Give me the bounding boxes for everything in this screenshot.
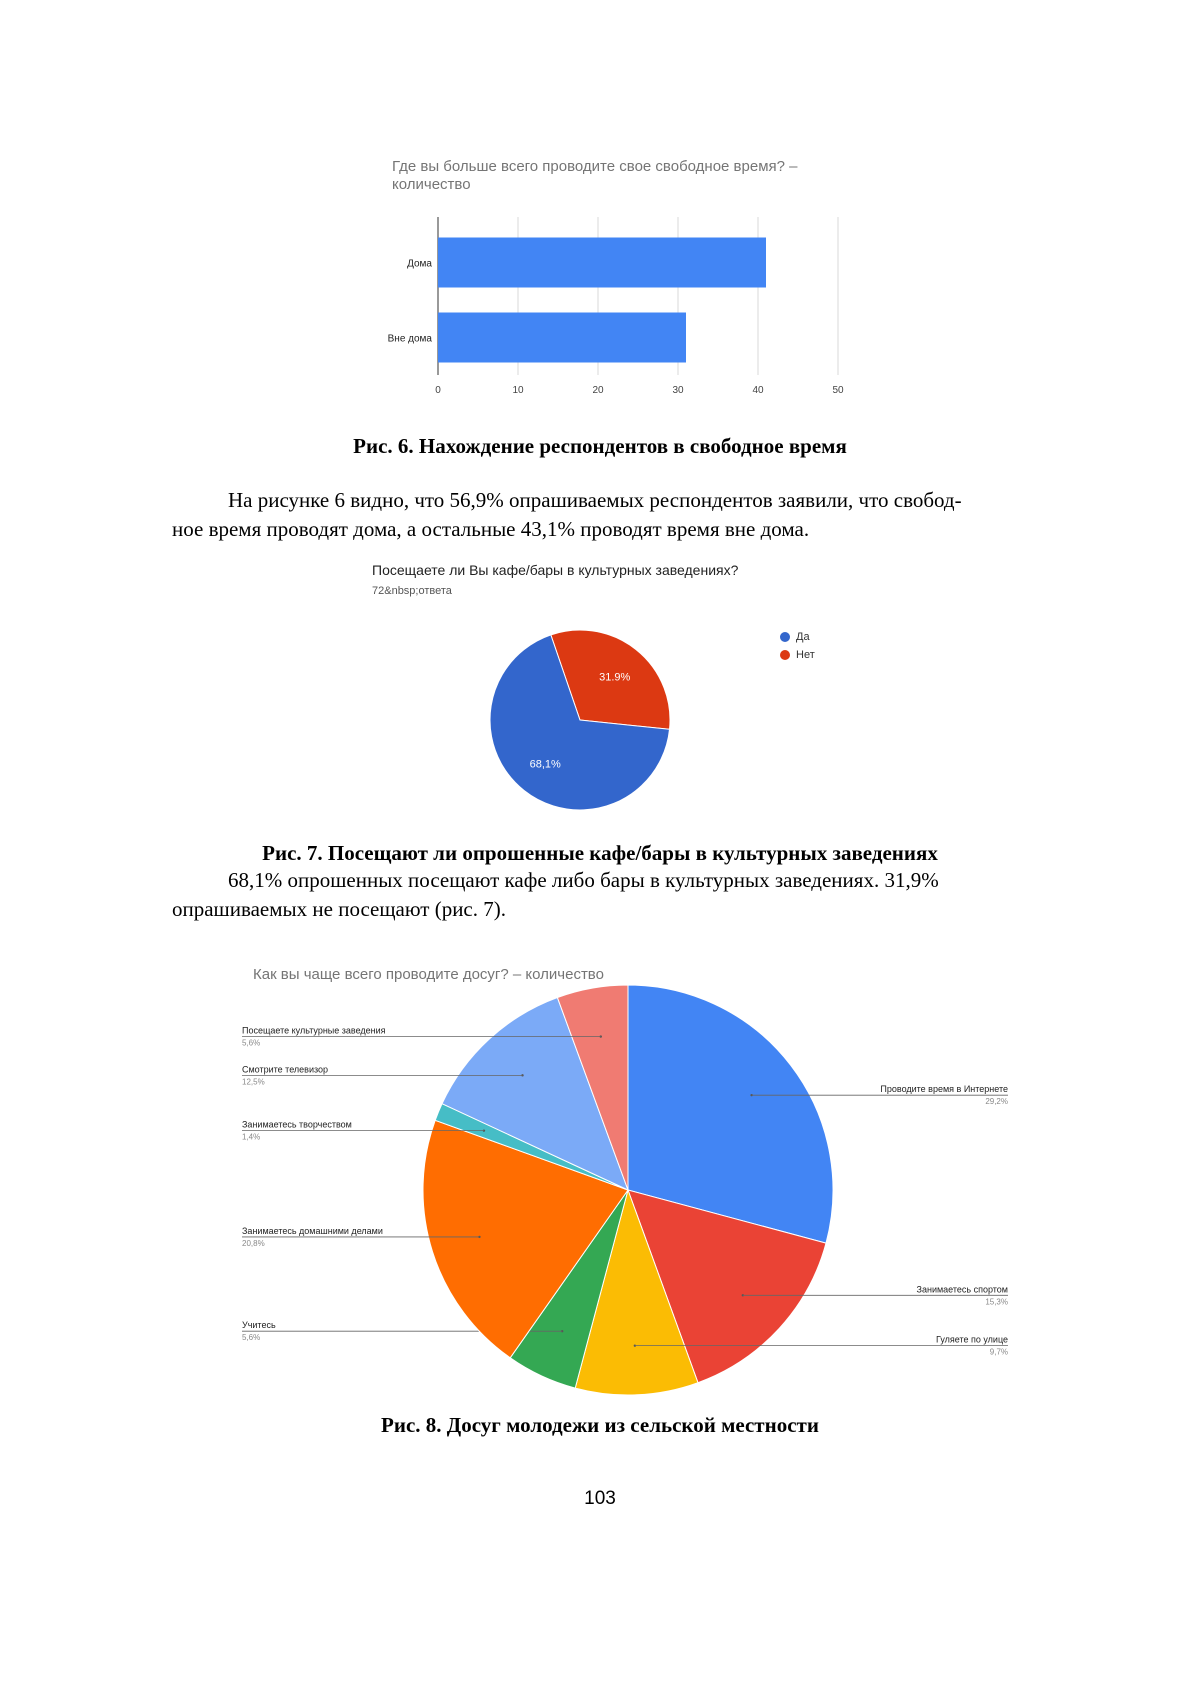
- x-tick-label: 10: [512, 385, 524, 396]
- slice-label: Занимаетесь спортом: [916, 1284, 1008, 1295]
- slice-pct-label: 1,4%: [242, 1132, 261, 1142]
- slice-value-label: 31.9%: [599, 671, 631, 684]
- slice-label: Посещаете культурные заведения: [242, 1025, 386, 1036]
- fig7-chart-subtitle: 72&nbsp;ответа: [372, 585, 452, 597]
- slice-pct-label: 5,6%: [242, 1038, 261, 1048]
- x-tick-label: 20: [592, 385, 604, 396]
- slice-pct-label: 5,6%: [242, 1333, 261, 1343]
- slice-label: Занимаетесь домашними делами: [242, 1225, 383, 1236]
- fig6-bar-chart: [380, 200, 900, 425]
- slice-label: Учитесь: [242, 1320, 276, 1331]
- category-label: Дома: [407, 258, 432, 270]
- fig7-caption: Рис. 7. Посещают ли опрошенные кафе/бары в культурных заведениях: [262, 841, 938, 865]
- x-tick-label: 40: [752, 385, 764, 396]
- category-label: Вне дома: [387, 333, 432, 345]
- slice-pct-label: 20,8%: [242, 1238, 265, 1248]
- fig7-pie-chart: [480, 620, 680, 820]
- slice-pct-label: 29,2%: [985, 1097, 1008, 1107]
- paragraph-1-line-2: ное время проводят дома, а остальные 43,1% проводят время вне дома.: [172, 517, 810, 541]
- legend-label-yes: Да: [796, 631, 810, 643]
- fig8-caption: Рис. 8. Досуг молодежи из сельской местности: [381, 1413, 819, 1437]
- x-tick-label: 50: [832, 385, 844, 396]
- slice-label: Гуляете по улице: [936, 1334, 1008, 1345]
- x-tick-label: 0: [435, 385, 441, 396]
- bar: [438, 238, 766, 288]
- fig7-chart-title: Посещаете ли Вы кафе/бары в культурных заведениях?: [372, 562, 739, 578]
- legend-label-no: Нет: [796, 649, 815, 661]
- slice-pct-label: 12,5%: [242, 1077, 265, 1087]
- fig8-pie-chart: [240, 985, 1020, 1395]
- slice-label: Занимаетесь творчеством: [242, 1119, 352, 1130]
- fig8-chart-title: Как вы чаще всего проводите досуг? – количество: [253, 966, 604, 983]
- page-number: 103: [584, 1488, 616, 1509]
- paragraph-2: [172, 866, 1028, 924]
- slice-label: Смотрите телевизор: [242, 1064, 329, 1075]
- legend-swatch-no: [780, 650, 790, 660]
- legend-item-yes: [780, 628, 815, 646]
- fig6-caption: Рис. 6. Нахождение респондентов в свободное время: [353, 434, 847, 458]
- paragraph-2-line-2: опрашиваемых не посещают (рис. 7).: [172, 897, 506, 921]
- slice-label: Проводите время в Интернете: [880, 1084, 1008, 1095]
- legend-item-no: [780, 646, 815, 664]
- fig6-chart-title: Где вы больше всего проводите свое свободное время? – количество: [392, 158, 798, 193]
- paragraph-1: [172, 486, 1028, 544]
- slice-value-label: 68,1%: [529, 758, 561, 771]
- slice-pct-label: 9,7%: [989, 1347, 1008, 1357]
- paragraph-1-line-1: На рисунке 6 видно, что 56,9% опрашиваемых респондентов заявили, что свобод-: [228, 488, 962, 512]
- legend-swatch-yes: [780, 632, 790, 642]
- slice-pct-label: 15,3%: [985, 1297, 1008, 1307]
- paragraph-2-line-1: 68,1% опрошенных посещают кафе либо бары в культурных заведениях. 31,9%: [228, 868, 939, 892]
- bar: [438, 313, 686, 363]
- fig7-legend: [780, 628, 815, 664]
- x-tick-label: 30: [672, 385, 684, 396]
